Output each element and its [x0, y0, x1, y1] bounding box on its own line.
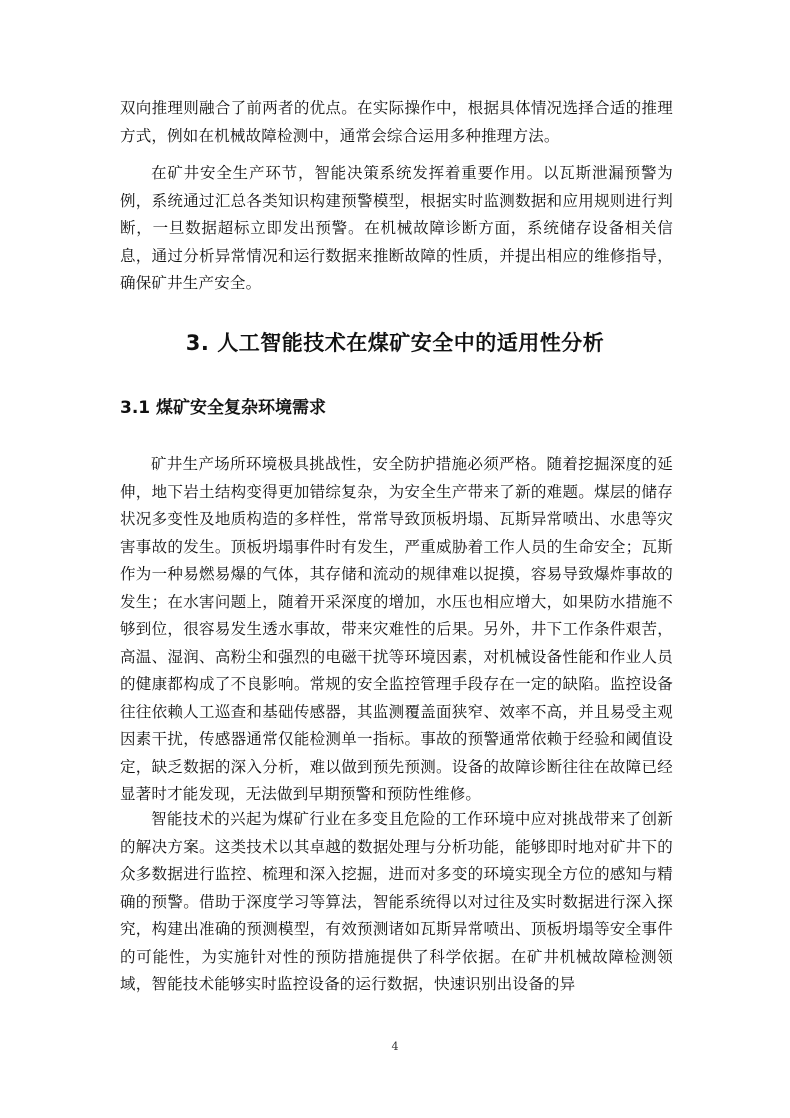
- subsection-heading: 3.1 煤矿安全复杂环境需求: [120, 398, 327, 418]
- paragraph-reasoning-summary: 双向推理则融合了前两者的优点。在实际操作中，根据具体情况选择合适的推理方式，例如在机械故障检测中，通常会综合运用多种推理方法。: [120, 99, 673, 145]
- page-number: 4: [391, 1040, 399, 1053]
- paragraph-complex-environment: 矿井生产场所环境极具挑战性，安全防护措施必须严格。随着挖掘深度的延伸，地下岩土结构变得更加错综复杂，为安全生产带来了新的难题。煤层的储存状况多变性及地质构造的多样性，常常导致顶板坍塌、瓦斯异常喷出、水患等灾害事故的发生。顶板坍塌事件时有发生，严重威胁着工作人员的生命安全；瓦斯作为一种易燃易爆的气体，其存储和流动的规律难以捉摸，容易导致爆炸事故的发生；在水害问题上，随着开采深度的增加，水压也相应增大，如果防水措施不够到位，很容易发生透水事故，带来灾难性的后果。另外，井下工作条件艰苦，高温、湿润、高粉尘和强烈的电磁干扰等环境因素，对机械设备性能和作业人员的健康都构成了不良影响。常规的安全监控管理手段存在一定的缺陷。监控设备往往依赖人工巡查和基础传感器，其监测覆盖面狭窄、效率不高，并且易受主观因素干扰，传感器通常仅能检测单一指标。事故的预警通常依赖于经验和阈值设定，缺乏数据的深入分析，难以做到预先预测。设备的故障诊断往往在故障已经显著时才能发现，无法做到早期预警和预防性维修。: [120, 455, 673, 803]
- section-heading: 3. 人工智能技术在煤矿安全中的适用性分析: [185, 331, 605, 355]
- paragraph-decision-system: 在矿井安全生产环节，智能决策系统发挥着重要作用。以瓦斯泄漏预警为例，系统通过汇总各类知识构建预警模型，根据实时监测数据和应用规则进行判断，一旦数据超标立即发出预警。在机械故障诊断方面，系统储存设备相关信息，通过分析异常情况和运行数据来推断故障的性质，并提出相应的维修指导，确保矿井生产安全。: [120, 164, 673, 292]
- paragraph-intelligent-technology: 智能技术的兴起为煤矿行业在多变且危险的工作环境中应对挑战带来了创新的解决方案。这类技术以其卓越的数据处理与分析功能，能够即时地对矿井下的众多数据进行监控、梳理和深入挖掘，进而对多变的环境实现全方位的感知与精确的预警。借助于深度学习等算法，智能系统得以对过往及实时数据进行深入探究，构建出准确的预测模型，有效预测诸如瓦斯异常喷出、顶板坍塌等安全事件的可能性，为实施针对性的预防措施提供了科学依据。在矿井机械故障检测领域，智能技术能够实时监控设备的运行数据，快速识别出设备的异: [120, 810, 673, 993]
